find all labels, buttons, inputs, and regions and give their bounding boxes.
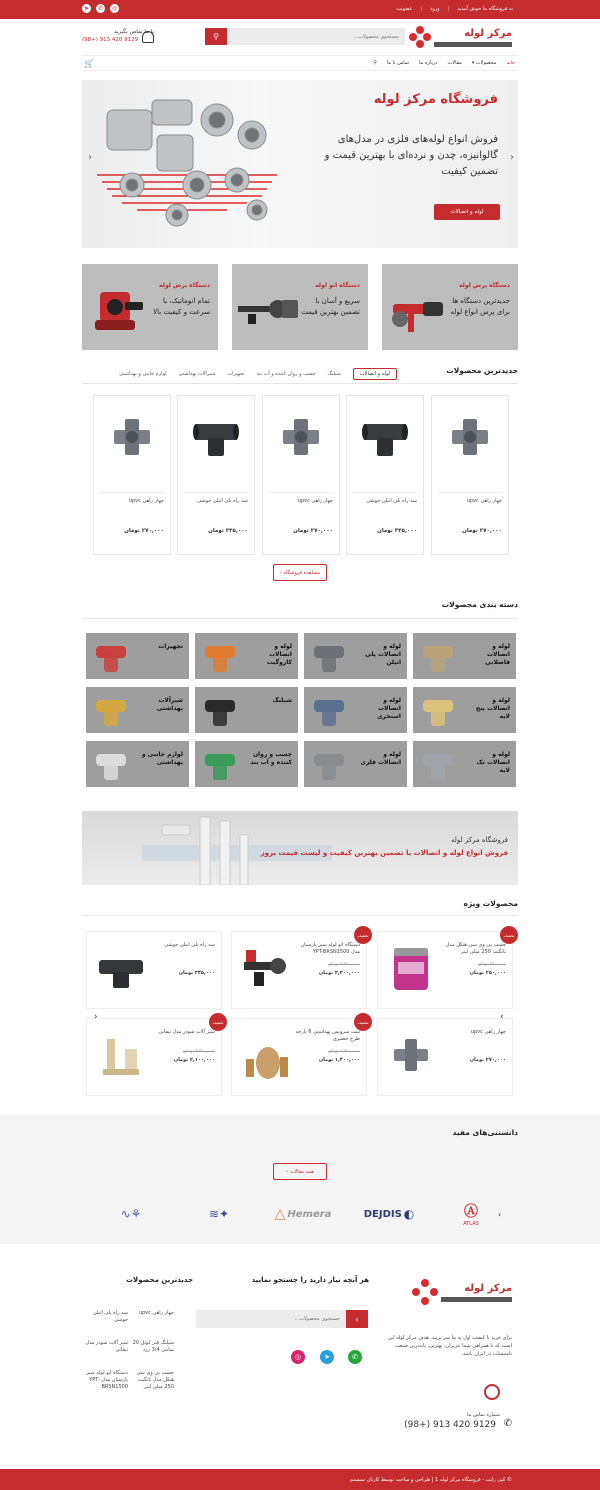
whatsapp-icon[interactable]: ✆: [97, 4, 104, 12]
category-image: [201, 746, 245, 782]
discount-badge: تخفیف: [500, 926, 518, 944]
promo-title: دستگاه اتو لوله: [315, 282, 360, 289]
knowledge-title: دانستنی‌های مفید: [452, 1128, 518, 1137]
promo-desc: تمام اتوماتیک، با سرعت و کیفیت بالا: [153, 297, 210, 316]
category-image: [201, 638, 245, 674]
press-tool-image: [388, 284, 450, 336]
hero-prev-arrow[interactable]: ‹: [88, 152, 92, 163]
product-card[interactable]: [262, 395, 340, 555]
promo-title: دستگاه برش لوله: [158, 282, 210, 289]
category-image: [419, 746, 463, 782]
view-shop-button[interactable]: مشاهده فروشگاه ‹: [273, 564, 327, 581]
cart-icon[interactable]: 🛒: [84, 59, 94, 68]
category-title: لوله و اتصالات تک لایه: [476, 751, 510, 774]
search-button[interactable]: [205, 28, 227, 45]
footer-search-input[interactable]: [196, 1310, 346, 1328]
category-image: [419, 638, 463, 674]
footer-latest-item[interactable]: چسب پی وی سی هنکل مدل تانگیت 250 میلی لیتر: [136, 1370, 174, 1390]
product-image: [188, 410, 244, 466]
category-card[interactable]: [413, 633, 516, 679]
nav-search-icon[interactable]: ⚲: [373, 60, 377, 66]
hero-title: فروشگاه مرکز لوله: [373, 92, 498, 107]
category-image: [310, 746, 354, 782]
special-product-image: [386, 1029, 436, 1084]
telegram-icon[interactable]: ➤: [83, 4, 90, 12]
special-price: ۲,۱۰۰,۰۰۰ تومان: [173, 1057, 215, 1063]
footer-latest-item[interactable]: شیلنگ فنر کوئل 20 سانتی 3/4 زرد: [132, 1340, 174, 1353]
category-card[interactable]: [304, 687, 407, 733]
special-product-card[interactable]: [377, 931, 513, 1009]
brand-dejdis[interactable]: ◐ DEJDIS: [363, 1207, 415, 1221]
footer-about: برای خرید با کیفیت اول به ما سر بزنید. هدف مرکز لوله این است که با همراهی شما عزیزان، بهترین، پایه‌ترین صنعت تاسیسات در ایران باشد.: [388, 1335, 512, 1357]
product-name[interactable]: سه راه پلی اتیلن جوشی: [197, 498, 248, 504]
category-card[interactable]: [86, 741, 189, 787]
all-articles-button[interactable]: همه مقالات ‹: [273, 1163, 327, 1180]
headset-icon: [142, 31, 154, 43]
category-title: تجهیزات: [158, 643, 183, 650]
product-price: ۳۴۵,۰۰۰ تومان: [208, 528, 248, 534]
special-title: محصولات ویژه: [463, 899, 518, 908]
special-product-name[interactable]: شیر آلات شودر مدل تیفانی: [158, 1029, 215, 1035]
special-product-image: [240, 942, 290, 997]
promo-welding[interactable]: [232, 264, 368, 350]
promo-banner[interactable]: [82, 811, 518, 885]
product-card[interactable]: [177, 395, 255, 555]
footer-whatsapp-icon[interactable]: ✆: [348, 1350, 362, 1364]
tab-faucets[interactable]: شیرآلات بهداشتی: [178, 371, 216, 377]
special-product-image: [386, 942, 436, 997]
special-price: ۳۴۵,۰۰۰ تومان: [178, 970, 215, 976]
brand-logo-4[interactable]: ✦≋: [208, 1207, 230, 1221]
footer-latest-title: جدیدترین محصولات: [126, 1276, 194, 1284]
product-card[interactable]: [431, 395, 509, 555]
special-product-image: [240, 1029, 290, 1084]
product-price: ۲۷۰,۰۰۰ تومان: [293, 528, 333, 534]
contact-label: با ما تماس بگیرید: [114, 29, 154, 35]
footer-search-title: هر آنچه نیاز دارید را جستجو نمایید: [251, 1276, 369, 1284]
promo-desc: جدیدترین دستگاه ها برای پرس انواع لوله: [450, 297, 510, 316]
special-product-name[interactable]: دستگاه اتو لوله سبز پارسیان مدل YPT-BRSN1500: [300, 942, 360, 955]
category-card[interactable]: [304, 633, 407, 679]
category-image: [310, 638, 354, 674]
special-product-image: [95, 942, 145, 997]
special-product-name[interactable]: چهار راهی upvc: [470, 1029, 506, 1035]
category-title: لوله و اتصالات کاروگیت: [266, 643, 292, 666]
welcome-text: به فروشگاه ما خوش آمدید: [457, 6, 513, 12]
special-product-card[interactable]: [231, 1018, 367, 1096]
product-name[interactable]: چهار راهی upvc: [297, 498, 333, 504]
category-card[interactable]: [195, 741, 298, 787]
special-product-card[interactable]: [231, 931, 367, 1009]
hero-pipe-fittings-image: [97, 90, 297, 240]
top-bar: به فروشگاه ما خوش آمدید | ورود | عضویت ◎ ✆ ➤: [0, 0, 600, 19]
special-price: ۲۷۰,۰۰۰ تومان: [469, 1057, 506, 1063]
footer-instagram-icon[interactable]: ◎: [291, 1350, 305, 1364]
footer-search-button[interactable]: ›: [346, 1310, 368, 1328]
instagram-icon[interactable]: ◎: [111, 4, 118, 12]
category-image: [92, 692, 136, 728]
tab-pipes[interactable]: لوله و اتصالات: [353, 368, 397, 380]
nav-home[interactable]: خانه: [506, 60, 515, 66]
promo-desc: سریع و آسان با تضمین بهترین قیمت: [301, 297, 360, 316]
special-price: ۲۵۰,۰۰۰ تومان: [469, 970, 506, 976]
search-input[interactable]: [227, 28, 405, 45]
category-card[interactable]: [195, 633, 298, 679]
special-product-card[interactable]: [377, 1018, 513, 1096]
banner-line1: فروشگاه مرکز لوله: [450, 836, 508, 844]
footer-headset-icon: [484, 1384, 500, 1400]
product-image: [273, 410, 329, 466]
footer-phone[interactable]: (98+) 913 420 9129: [404, 1420, 496, 1430]
special-old-price: ۳,۵۰۰,۰۰۰ تومان: [328, 962, 360, 967]
category-card[interactable]: [86, 687, 189, 733]
product-price: ۲۷۰,۰۰۰ تومان: [124, 528, 164, 534]
register-link[interactable]: عضویت: [396, 6, 413, 12]
footer-telegram-icon[interactable]: ➤: [320, 1350, 334, 1364]
cutter-tool-image: [90, 282, 148, 338]
categories-title: دسته بندی محصولات: [441, 600, 518, 609]
category-image: [419, 692, 463, 728]
welding-tool-image: [238, 288, 302, 328]
product-price: ۲۷۰,۰۰۰ تومان: [462, 528, 502, 534]
category-image: [310, 692, 354, 728]
special-product-name[interactable]: ست سرویس بهداشتی 6 پارچه طرح حصیری: [295, 1029, 360, 1042]
special-product-image: [95, 1029, 145, 1084]
nav-products[interactable]: محصولات ▾: [471, 60, 497, 66]
category-title: لوازم جانبی و بهداشتی: [141, 751, 183, 766]
contact-phone[interactable]: (98+) 913 420 9129: [82, 37, 139, 43]
discount-badge: تخفیف: [354, 1013, 372, 1031]
site-logo[interactable]: [409, 25, 513, 49]
hero-next-arrow[interactable]: ‹: [510, 152, 514, 163]
product-price: ۳۴۵,۰۰۰ تومان: [377, 528, 417, 534]
main-nav: [82, 55, 518, 71]
promo-title: دستگاه پرس لوله: [458, 282, 510, 289]
login-link[interactable]: ورود: [430, 6, 440, 12]
banner-line2: فروش انواع لوله و اتصالات با تضمین بهترین کیفیت و لیست قیمت بروز: [260, 849, 508, 857]
special-product-name[interactable]: سه راه پلی اتیلن جوشی: [164, 942, 215, 948]
special-price: ۳,۲۰۰,۰۰۰ تومان: [318, 970, 360, 976]
special-old-price: ۱,۶۰۰,۰۰۰ تومان: [328, 1049, 360, 1054]
hero-text: فروش انواع لوله‌های فلزی در مدل‌های گالوانیزه، چدن و نردەای با بهترین قیمت و تضمین کیفیت: [324, 134, 498, 177]
nav-articles[interactable]: مقالات: [447, 60, 462, 66]
category-title: لوله و اتصالات فاضلابی: [485, 643, 510, 666]
brand-hemera[interactable]: Hemera △: [274, 1206, 332, 1222]
tab-accessories[interactable]: لوازم جانبی و بهداشتی: [119, 371, 167, 377]
special-product-card[interactable]: [86, 931, 222, 1009]
promo-press[interactable]: [382, 264, 518, 350]
footer-logo[interactable]: مرکز لوله: [412, 1276, 512, 1308]
logo-mark: [409, 26, 431, 48]
nav-contact[interactable]: تماس با ما: [386, 60, 410, 66]
discount-badge: تخفیف: [209, 1013, 227, 1031]
special-prev-arrow[interactable]: ‹: [94, 1012, 98, 1022]
special-next-arrow[interactable]: ›: [500, 1012, 504, 1022]
special-product-name[interactable]: چسب پی وی سی هنکل مدل تانگیت 250 میلی لیتر: [445, 942, 506, 955]
footer-bottom-bar: [0, 1469, 600, 1490]
footer-latest-item[interactable]: دستگاه اتو لوله سبز پارسیان مدل YPT-BRSN1500: [86, 1370, 128, 1390]
product-name[interactable]: چهار راهی upvc: [466, 498, 502, 504]
category-image: [201, 692, 245, 728]
product-name[interactable]: سه راه پلی اتیلن جوشی: [366, 498, 417, 504]
product-image: [357, 410, 413, 466]
footer-search: [196, 1310, 368, 1328]
category-image: [92, 638, 136, 674]
product-image: [104, 410, 160, 466]
header-search: [205, 28, 405, 45]
footer-latest-item[interactable]: سه راه پلی اتیلن جوشی: [92, 1310, 128, 1323]
brand-atlas[interactable]: Ⓐ ATLAS: [463, 1204, 479, 1227]
banner-pipes-image: [142, 811, 332, 885]
category-title: چسب و روان کننده و آب بند: [250, 751, 292, 766]
category-image: [92, 746, 136, 782]
category-card[interactable]: [413, 687, 516, 733]
category-card[interactable]: [86, 633, 189, 679]
hero-slider: [82, 80, 518, 248]
footer-phone-label: شماره تماس ما: [467, 1412, 500, 1418]
category-title: لوله و اتصالات استخری: [377, 697, 401, 720]
nav-about[interactable]: درباره ما: [419, 60, 438, 66]
brand-logo-5[interactable]: ⚘∿: [120, 1207, 142, 1221]
phone-icon: ✆: [503, 1418, 512, 1429]
category-title: شیرآلات بهداشتی: [156, 697, 183, 712]
category-card[interactable]: [413, 741, 516, 787]
discount-badge: تخفیف: [354, 926, 372, 944]
footer-latest-item[interactable]: شیر آلات شودر مدل تیفانی: [85, 1340, 128, 1353]
category-title: لوله و اتصالات پنج لایه: [475, 697, 510, 720]
category-card[interactable]: [304, 741, 407, 787]
category-title: شیلنگ: [272, 697, 292, 704]
brands-next-arrow[interactable]: ›: [498, 1210, 502, 1219]
header: [0, 19, 600, 55]
footer-latest-item[interactable]: چهار راهی upvc: [138, 1310, 174, 1316]
latest-title: جدیدترین محصولات: [446, 366, 518, 375]
product-image: [442, 410, 498, 466]
special-old-price: ۲,۳۰۰,۰۰۰ تومان: [183, 1049, 215, 1054]
product-card[interactable]: [346, 395, 424, 555]
product-card[interactable]: [93, 395, 171, 555]
hero-button[interactable]: لوله و اتصالات: [434, 204, 500, 220]
product-name[interactable]: چهار راهی upvc: [128, 498, 164, 504]
special-old-price: ۲۸۰,۰۰۰ تومان: [477, 962, 506, 967]
special-price: ۱,۴۰۰,۰۰۰ تومان: [318, 1057, 360, 1063]
category-card[interactable]: [195, 687, 298, 733]
category-title: لوله و اتصالات فلزی: [360, 751, 401, 766]
search-icon: ⚲: [213, 32, 219, 41]
tab-hose[interactable]: شیلنگ: [327, 371, 341, 377]
special-product-card[interactable]: [86, 1018, 222, 1096]
promo-cutter[interactable]: [82, 264, 218, 350]
category-title: لوله و اتصالات پلی اتیلن: [365, 643, 401, 666]
copyright-text: © کپی رایت - فروشگاه مرکز لوله 1 | طراحی و ساخت توسط کارتان سیستم: [350, 1477, 512, 1483]
tab-glue[interactable]: چسب و روان کننده و آب بند: [256, 371, 316, 377]
tab-equipment[interactable]: تجهیزات: [227, 371, 245, 377]
logo-text: مرکز لوله: [464, 27, 512, 39]
